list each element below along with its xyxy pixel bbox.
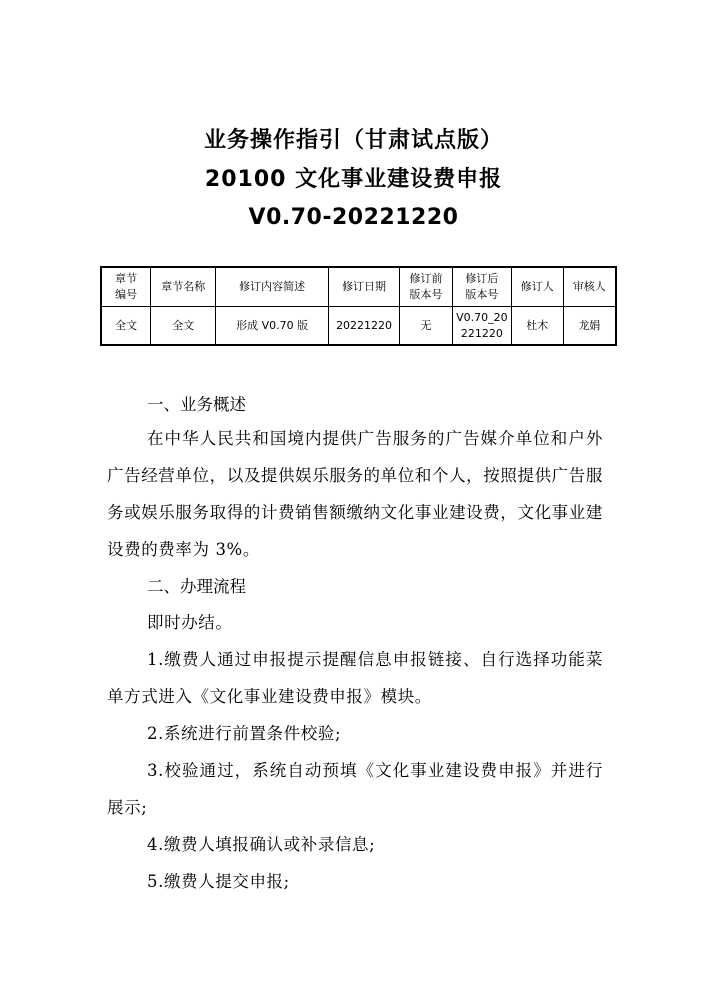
cell-prev-version: 无 [400,307,453,346]
cell-date: 20221220 [329,307,400,346]
cell-chapter-name: 全文 [151,307,216,346]
process-step-5: 5.缴费人提交申报; [147,872,290,891]
revision-table [100,266,617,346]
overview-paragraph: 在中华人民共和国境内提供广告服务的广告媒介单位和户外广告经营单位，以及提供娱乐服务的单位和个人，按照提供广告服务或娱乐服务取得的计费销售额缴纳文化事业建设费，文化事业建设费的费率为 3%。 [107,429,603,559]
revision-table-header-row [101,267,616,307]
process-intro: 即时办结。 [147,613,233,632]
document-title-line1: 业务操作指引（甘肃试点版） [203,128,503,153]
header-chapter-name: 章节名称 [151,267,216,307]
process-step-1: 1.缴费人通过申报提示提醒信息申报链接、自行选择功能菜单方式进入《文化事业建设费申报》模块。 [107,650,603,706]
header-chapter-no: 章节 编号 [101,267,151,307]
document-version-line: V0.70-20221220 [248,205,459,230]
process-step-2: 2.系统进行前置条件校验; [147,724,342,743]
cell-reviser: 杜木 [511,307,563,346]
header-reviewer: 审核人 [563,267,616,307]
process-step-4: 4.缴费人填报确认或补录信息; [147,835,376,854]
header-new-version: 修订后 版本号 [452,267,511,307]
cell-new-version: V0.70_20 221220 [452,307,511,346]
section-heading-process: 二、办理流程 [147,577,246,596]
section-heading-overview: 一、业务概述 [147,395,246,414]
document-title-line2: 20100 文化事业建设费申报 [204,167,503,192]
header-reviser: 修订人 [511,267,563,307]
table-row [101,307,616,346]
process-step-3: 3.校验通过，系统自动预填《文化事业建设费申报》并进行展示; [107,761,603,817]
cell-summary: 形成 V0.70 版 [216,307,329,346]
header-summary: 修订内容简述 [216,267,329,307]
header-prev-version: 修订前 版本号 [400,267,453,307]
header-date: 修订日期 [329,267,400,307]
cell-chapter-no: 全文 [101,307,151,346]
cell-reviewer: 龙娟 [563,307,616,346]
